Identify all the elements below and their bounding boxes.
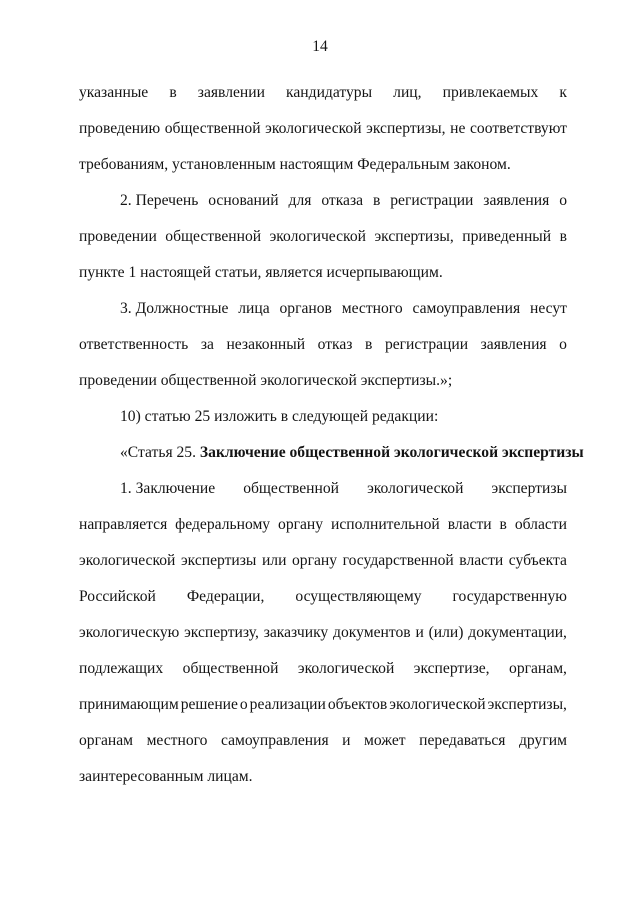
word: экспертизе, [413, 660, 490, 677]
word: несут [530, 300, 567, 317]
word: приведенный [462, 228, 552, 245]
word: привлекаемых [442, 84, 539, 101]
word: государственную [452, 588, 567, 605]
word: отказ [317, 336, 353, 353]
word: общественной [164, 120, 261, 137]
word: экспертизы [180, 552, 257, 569]
word: экологической [367, 480, 464, 497]
word: 3. Должностные [120, 300, 229, 317]
text-line-2 [79, 111, 567, 147]
word: подлежащих [79, 660, 164, 677]
word: заявления [480, 336, 547, 353]
word: отказа [321, 192, 364, 209]
word: области [514, 516, 567, 533]
word: ответственность [79, 336, 189, 353]
word: документации, [468, 624, 567, 641]
word: регистрации [390, 192, 474, 209]
word: передаваться [419, 732, 506, 749]
word: может [364, 732, 406, 749]
word: в [365, 336, 373, 353]
word: экспертизу, [184, 624, 259, 641]
word: проведению [79, 120, 161, 137]
text-line-5 [79, 219, 567, 255]
word: оснований [208, 192, 279, 209]
word: о [239, 696, 248, 713]
text-line-13 [79, 507, 567, 543]
text-line-7 [79, 291, 567, 327]
word: за [200, 336, 214, 353]
word: принимающим [79, 696, 179, 713]
word: экспертизы [491, 480, 567, 497]
word: лица [238, 300, 270, 317]
word: общественной [243, 480, 339, 497]
word: исполнительной [330, 516, 440, 533]
word: 1. Заключение [120, 480, 216, 497]
word: другим [519, 732, 567, 749]
word: Российской [79, 588, 156, 605]
word: о [559, 336, 567, 353]
word: в [499, 516, 507, 533]
text-line-10: 10) статью 25 изложить в следующей редакции: [120, 408, 439, 425]
word: государственной [342, 552, 454, 569]
word: общественной [165, 228, 262, 245]
word: экспертизы, [366, 120, 446, 137]
word: заявления [483, 192, 550, 209]
word: в [169, 84, 177, 101]
text-line-14 [79, 543, 567, 579]
text-line-4 [79, 183, 567, 219]
word: не [450, 120, 466, 137]
text-line-20: заинтересованным лицам. [79, 768, 253, 785]
word: решение [180, 696, 238, 713]
text-line-19 [79, 723, 567, 759]
word: в [372, 192, 381, 209]
document-body [79, 75, 584, 795]
word: указанные [79, 84, 149, 101]
word: объектов [327, 696, 388, 713]
word: экологическую [79, 624, 180, 641]
word: местного [146, 732, 208, 749]
word: экспертизы, [374, 228, 454, 245]
word: органу [278, 516, 324, 533]
word: к [559, 84, 567, 101]
article-title: Заключение общественной экологической экспертизы [199, 444, 584, 461]
word: (или) [428, 624, 464, 641]
word: власти [459, 552, 504, 569]
word: общественной [182, 660, 279, 677]
text-line-12 [79, 471, 567, 507]
word: экологической [265, 120, 362, 137]
word: проведении [79, 228, 157, 245]
word: лиц, [393, 84, 422, 101]
text-line-1 [79, 75, 567, 111]
word: в [559, 228, 567, 245]
word: экологической [269, 228, 366, 245]
word: экологической [79, 552, 176, 569]
word: о [559, 192, 567, 209]
word: органов [279, 300, 332, 317]
text-line-3: требованиям, установленным настоящим Федеральным законом. [79, 156, 511, 173]
word: федеральному [175, 516, 271, 533]
word: органам [79, 732, 134, 749]
text-line-9: проведении общественной экологической экспертизы.»; [79, 372, 453, 389]
word: кандидатуры [286, 84, 373, 101]
word: органам, [509, 660, 567, 677]
text-line-18 [79, 687, 567, 723]
word: органу [291, 552, 338, 569]
word: реализации [249, 696, 326, 713]
text-line-6: пункте 1 настоящей статьи, является исчерпывающим. [79, 264, 443, 281]
word: местного [341, 300, 403, 317]
word: документов [333, 624, 411, 641]
word: самоуправления [412, 300, 521, 317]
word: осуществляющему [295, 588, 422, 605]
word: или [261, 552, 287, 569]
word: и [415, 624, 424, 641]
article-heading [79, 435, 584, 471]
text-line-15 [79, 579, 567, 615]
word: субъекта [508, 552, 567, 569]
word: самоуправления [220, 732, 329, 749]
page-number: 14 [312, 38, 328, 55]
word: 2. Перечень [120, 192, 199, 209]
word: незаконный [226, 336, 306, 353]
word: Федерации, [186, 588, 265, 605]
word: и [342, 732, 351, 749]
word: экспертизы, [487, 696, 567, 713]
word: для [288, 192, 312, 209]
text-line-17 [79, 651, 567, 687]
text-line-16 [79, 615, 567, 651]
word: направляется [79, 516, 168, 533]
text-line-8 [79, 327, 567, 363]
word: заказчику [263, 624, 329, 641]
word: заявлении [197, 84, 265, 101]
word: регистрации [384, 336, 469, 353]
word: власти [447, 516, 492, 533]
word: экологической [297, 660, 395, 677]
word: экологической [389, 696, 486, 713]
article-number: «Статья 25. [120, 444, 197, 461]
word: соответствуют [470, 120, 567, 137]
